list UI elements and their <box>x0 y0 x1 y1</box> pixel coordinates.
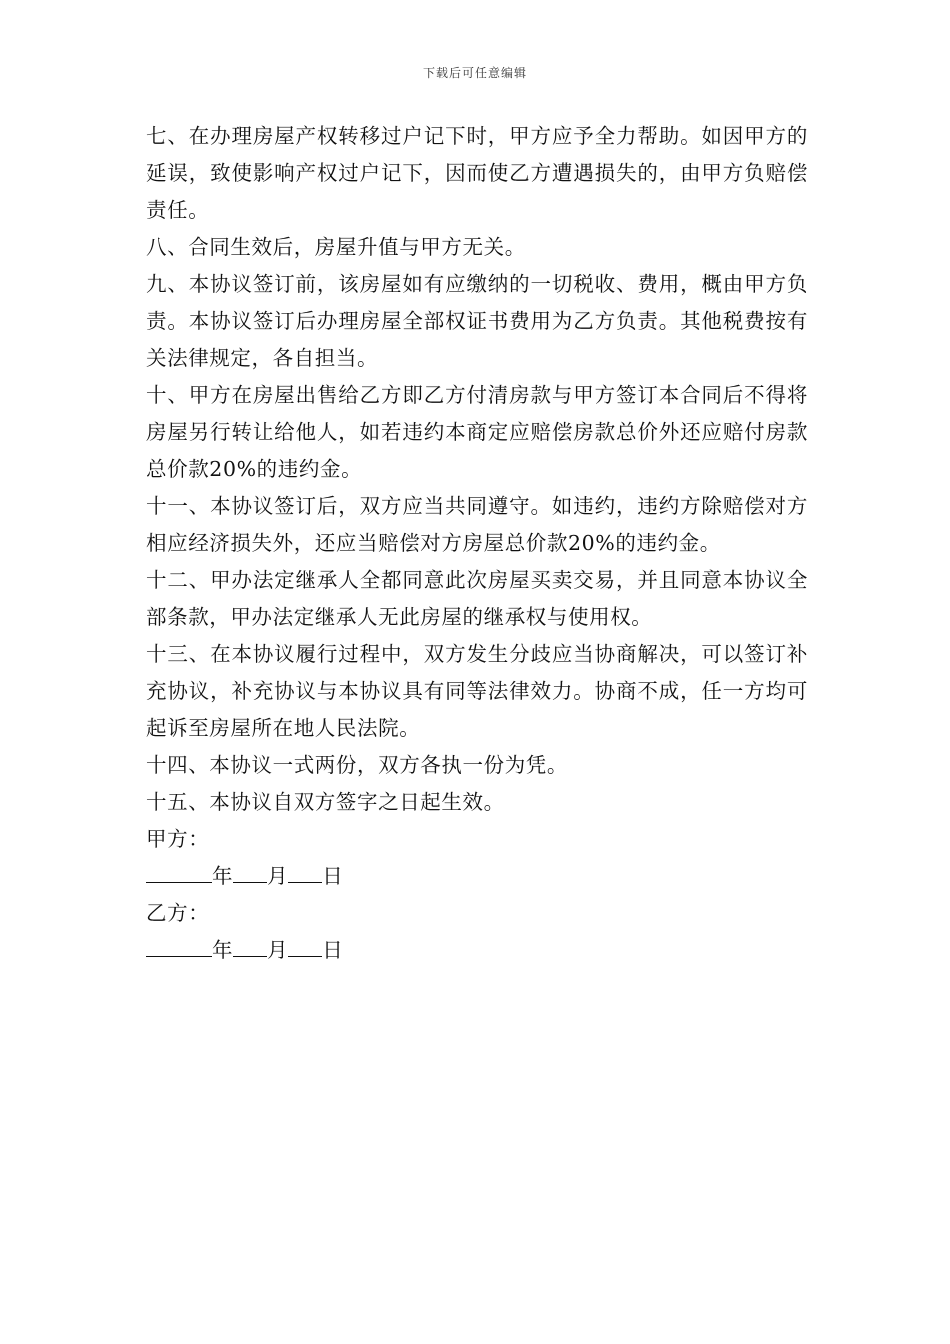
day-blank <box>288 858 322 883</box>
day-label: 日 <box>322 938 344 962</box>
party-b-label: 乙方： <box>146 901 210 925</box>
clause-15: 十五、本协议自双方签字之日起生效。 <box>146 790 505 814</box>
clause-8: 八、合同生效后，房屋升值与甲方无关。 <box>146 235 526 259</box>
year-blank <box>146 932 212 957</box>
clause-10: 十、甲方在房屋出售给乙方即乙方付清房款与甲方签订本合同后不得将房屋另行转让给他人，如若违约本商定应赔偿房款总价外还应赔付房款总价款20%的违约金。 <box>146 383 808 481</box>
month-label: 月 <box>267 864 289 888</box>
party-a-date-line <box>146 858 808 895</box>
year-label: 年 <box>212 864 234 888</box>
day-blank <box>288 932 322 957</box>
year-label: 年 <box>212 938 234 962</box>
party-a-label: 甲方： <box>146 827 210 851</box>
document-body <box>146 118 808 969</box>
party-b-date-line <box>146 932 808 969</box>
month-blank <box>233 858 267 883</box>
clause-12: 十二、甲办法定继承人全都同意此次房屋买卖交易，并且同意本协议全部条款，甲办法定继承人无此房屋的继承权与使用权。 <box>146 568 808 629</box>
clause-7: 七、在办理房屋产权转移过户记下时，甲方应予全力帮助。如因甲方的延误，致使影响产权过户记下，因而使乙方遭遇损失的，由甲方负赔偿责任。 <box>146 124 808 222</box>
clause-14: 十四、本协议一式两份，双方各执一份为凭。 <box>146 753 568 777</box>
month-label: 月 <box>267 938 289 962</box>
month-blank <box>233 932 267 957</box>
page-header: 下载后可任意编辑 <box>422 66 527 80</box>
day-label: 日 <box>322 864 344 888</box>
clause-13: 十三、在本协议履行过程中，双方发生分歧应当协商解决，可以签订补充协议，补充协议与本协议具有同等法律效力。协商不成，任一方均可起诉至房屋所在地人民法院。 <box>146 642 808 740</box>
year-blank <box>146 858 212 883</box>
clause-9: 九、本协议签订前，该房屋如有应缴纳的一切税收、费用，概由甲方负责。本协议签订后办理房屋全部权证书费用为乙方负责。其他税费按有关法律规定，各自担当。 <box>146 272 808 370</box>
clause-11: 十一、本协议签订后，双方应当共同遵守。如违约，违约方除赔偿对方相应经济损失外，还应当赔偿对方房屋总价款20%的违约金。 <box>146 494 808 555</box>
